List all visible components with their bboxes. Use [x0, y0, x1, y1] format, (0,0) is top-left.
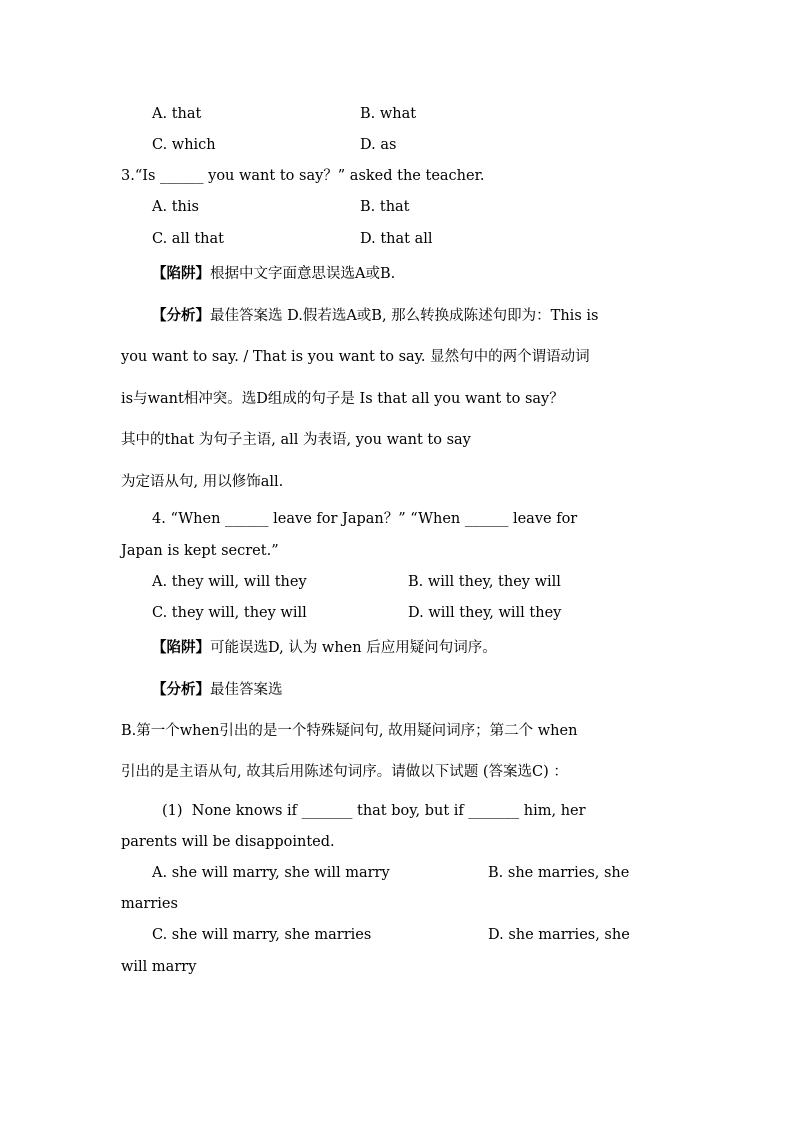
q4-option-b: B. will they, they will — [408, 574, 561, 590]
q4-option-c: C. they will, they will — [152, 605, 307, 621]
q4-analysis-text: 最佳答案选 — [210, 682, 283, 698]
q4-trap-text: 可能误选D, 认为 when 后应用疑问句词序。 — [210, 640, 497, 656]
q3-trap-text: 根据中文字面意思误选A或B. — [210, 266, 396, 282]
q3-analysis-label: 【分析】 — [152, 307, 210, 324]
q4-stem-line-2: Japan is kept secret.” — [121, 543, 279, 559]
q3-option-c: C. all that — [152, 231, 224, 247]
q4-option-d: D. will they, will they — [408, 605, 562, 621]
q3-analysis-first-line — [152, 306, 598, 326]
exercise-stem-line-2: parents will be disappointed. — [121, 834, 335, 850]
q4-trap — [152, 638, 497, 658]
q3-trap — [152, 264, 395, 284]
q2-option-a: A. that — [152, 106, 202, 122]
q3-option-a: A. this — [152, 199, 199, 215]
q3-analysis-line-4: 其中的that 为句子主语, all 为表语, you want to say — [121, 432, 471, 448]
exercise-option-b: B. she marries, she — [488, 865, 630, 881]
q4-analysis-line-2: 引出的是主语从句, 故其后用陈述句词序。请做以下试题 (答案选C) ： — [121, 764, 568, 780]
q3-analysis-line-2: you want to say. / That is you want to say. 显然句中的两个谓语动词 — [121, 349, 590, 365]
exercise-option-b-continued: marries — [121, 896, 178, 912]
q4-option-a: A. they will, will they — [152, 574, 307, 590]
q4-analysis-line-1: B.第一个when引出的是一个特殊疑问句, 故用疑问词序；第二个 when — [121, 723, 578, 739]
q4-trap-label: 【陷阱】 — [152, 639, 210, 656]
q3-option-b: B. that — [360, 199, 410, 215]
q4-analysis — [152, 680, 283, 700]
q4-analysis-label: 【分析】 — [152, 681, 210, 698]
exercise-stem-line-1: (1) None knows if _______ that boy, but if _______ him, her — [162, 803, 586, 819]
exercise-option-d-continued: will marry — [121, 959, 197, 975]
q3-trap-label: 【陷阱】 — [152, 265, 210, 282]
exercise-option-c: C. she will marry, she marries — [152, 927, 372, 943]
q3-analysis-line-3: is与want相冲突。选D组成的句子是 Is that all you want to say？ — [121, 391, 564, 407]
q3-analysis-line-5: 为定语从句, 用以修饰all. — [121, 474, 284, 490]
q4-stem-line-1: 4. “When ______ leave for Japan？” “When ______ leave for — [152, 511, 578, 527]
q2-option-d: D. as — [360, 137, 397, 153]
q2-option-c: C. which — [152, 137, 216, 153]
q3-analysis-line-1: 最佳答案选 D.假若选A或B, 那么转换成陈述句即为：This is — [210, 308, 599, 324]
q3-stem: 3.“Is ______ you want to say？” asked the teacher. — [121, 168, 485, 184]
q2-option-b: B. what — [360, 106, 417, 122]
q3-option-d: D. that all — [360, 231, 433, 247]
exercise-option-d: D. she marries, she — [488, 927, 630, 943]
exercise-option-a: A. she will marry, she will marry — [152, 865, 390, 881]
